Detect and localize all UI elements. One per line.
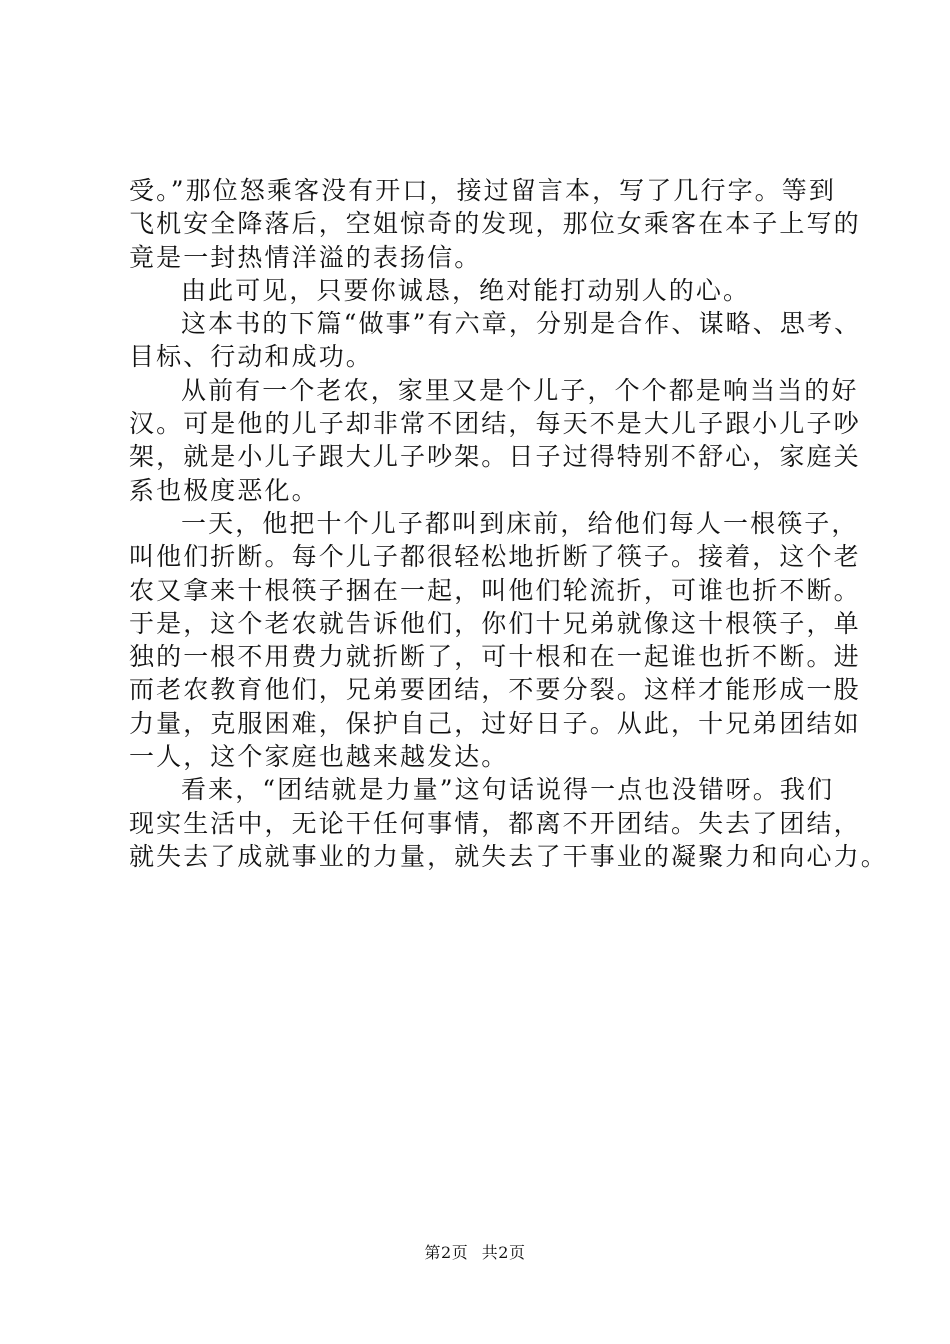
text-line: 从前有一个老农，家里又是个儿子，个个都是响当当的好 — [181, 375, 859, 405]
text-line: 这本书的下篇“做事”有六章，分别是合作、谋略、思考、 — [181, 309, 862, 339]
text-line: 系也极度恶化。 — [129, 475, 319, 505]
text-line: 由此可见，只要你诚恳，绝对能打动别人的心。 — [181, 275, 751, 305]
text-line: 一人，这个家庭也越来越发达。 — [129, 742, 509, 772]
text-line: 现实生活中，无论干任何事情，都离不开团结。失去了团结， — [129, 808, 861, 838]
text-line: 农又拿来十根筷子捆在一起，叫他们轮流折，可谁也折不断。 — [129, 575, 861, 605]
text-line: 目标、行动和成功。 — [129, 342, 373, 372]
text-line: 独的一根不用费力就折断了，可十根和在一起谁也折不断。进 — [129, 642, 861, 672]
text-line: 架，就是小儿子跟大儿子吵架。日子过得特别不舒心，家庭关 — [129, 442, 861, 472]
text-line: 叫他们折断。每个儿子都很轻松地折断了筷子。接着，这个老 — [129, 542, 861, 572]
document-body — [129, 174, 888, 873]
text-line: 就失去了成就事业的力量，就失去了干事业的凝聚力和向心力。 — [129, 841, 888, 871]
page-number: 第2页 — [424, 1243, 469, 1262]
text-line: 汉。可是他的儿子却非常不团结，每天不是大儿子跟小儿子吵 — [129, 409, 861, 439]
page-footer — [0, 1243, 950, 1263]
text-line: 一天，他把十个儿子都叫到床前，给他们每人一根筷子， — [181, 508, 859, 538]
text-line: 竟是一封热情洋溢的表扬信。 — [129, 242, 482, 272]
text-line: 飞机安全降落后，空姐惊奇的发现，那位女乘客在本子上写的 — [129, 209, 861, 239]
text-line: 看来，“团结就是力量”这句话说得一点也没错呀。我们 — [181, 775, 835, 805]
text-line: 力量，克服困难，保护自己，过好日子。从此，十兄弟团结如 — [129, 708, 861, 738]
text-line: 于是，这个老农就告诉他们，你们十兄弟就像这十根筷子，单 — [129, 608, 861, 638]
text-line: 而老农教育他们，兄弟要团结，不要分裂。这样才能形成一股 — [129, 675, 861, 705]
page-total: 共2页 — [481, 1243, 526, 1262]
text-line: 受。”那位怒乘客没有开口，接过留言本，写了几行字。等到 — [129, 176, 836, 205]
